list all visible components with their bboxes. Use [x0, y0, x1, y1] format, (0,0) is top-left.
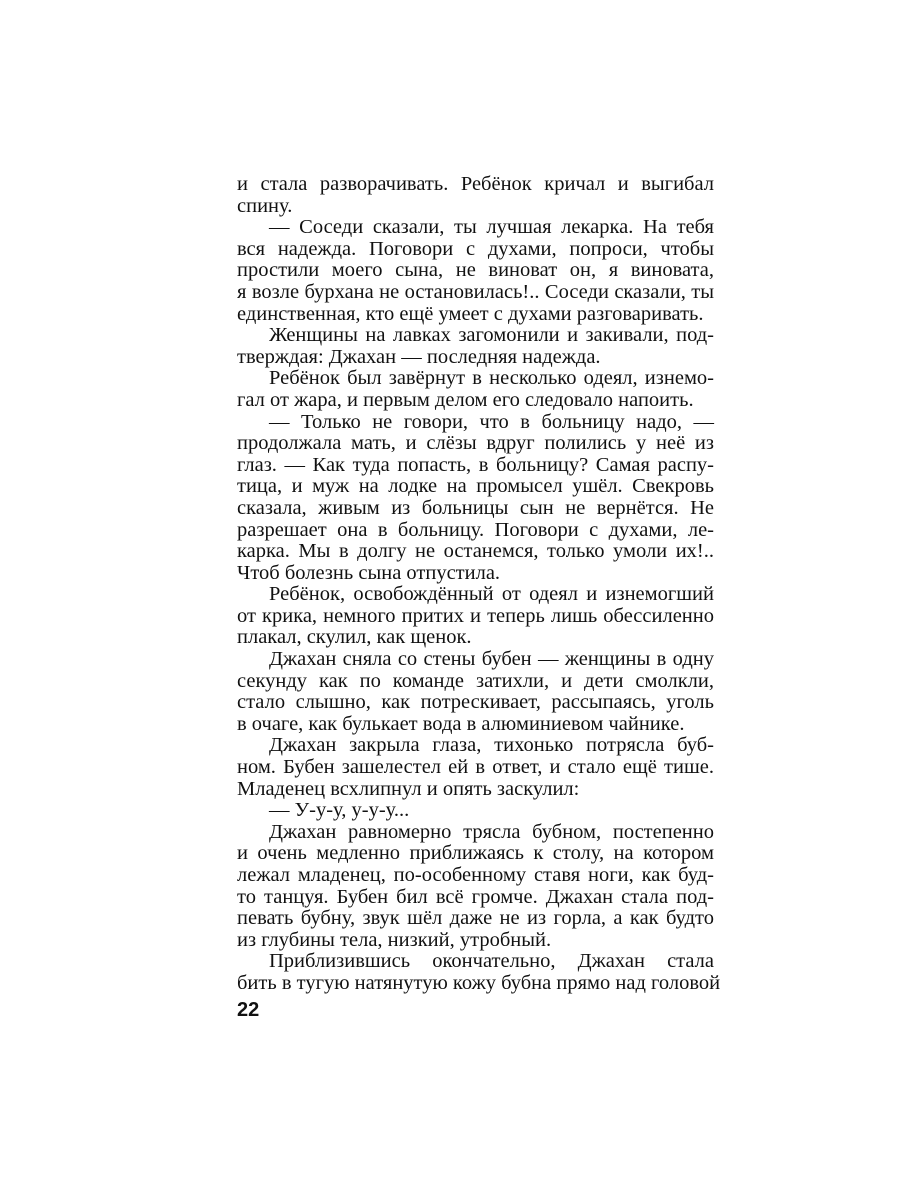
text-line: Ребёнок был завёрнут в несколько одеял, изнемо- — [269, 367, 714, 390]
text-line: от крика, немного притих и теперь лишь обессиленно — [237, 604, 714, 627]
text-line: и стала разворачивать. Ребёнок кричал и выгибал — [237, 173, 714, 195]
text-line: бить в тугую натянутую кожу бубна прямо над головой — [237, 971, 721, 994]
text-line: сказала, живым из больницы сын не вернётся. Не — [237, 496, 714, 519]
text-line: — У-у-у, у-у-у... — [269, 799, 410, 822]
text-line: глаз. — Как туда попасть, в больницу? Самая распу- — [237, 453, 714, 476]
text-line: разрешает она в больницу. Поговори с духами, ле- — [237, 518, 714, 541]
text-line: продолжала мать, и слёзы вдруг полились у неё из — [237, 432, 714, 455]
text-line: Джахан сняла со стены бубен — женщины в одну — [269, 648, 714, 671]
text-line: Приблизившись окончательно, Джахан стала — [269, 950, 714, 973]
page-number: 22 — [237, 999, 260, 1021]
body-text — [237, 173, 721, 995]
text-line: Чтоб болезнь сына отпустила. — [237, 561, 501, 584]
text-line: секунду как по команде затихли, и дети смолкли, — [237, 669, 714, 692]
text-line: Ребёнок, освобождённый от одеял и изнемогший — [269, 583, 714, 606]
text-line: Джахан равномерно трясла бубном, постепенно — [269, 820, 714, 843]
text-line: вся надежда. Поговори с духами, попроси, чтобы — [237, 237, 714, 260]
text-line: карка. Мы в долгу не останемся, только умоли их!.. — [237, 540, 714, 563]
text-line: единственная, кто ещё умеет с духами разговаривать. — [237, 302, 704, 325]
text-line: тица, и муж на лодке на промысел ушёл. Свекровь — [237, 475, 714, 498]
text-line: Женщины на лавках загомонили и закивали, под- — [269, 324, 714, 347]
text-line: — Только не говори, что в больницу надо, — — [269, 410, 714, 433]
text-line: в очаге, как булькает вода в алюминиевом чайнике. — [237, 712, 685, 735]
text-line: — Соседи сказали, ты лучшая лекарка. На тебя — [269, 216, 714, 239]
text-line: Джахан закрыла глаза, тихонько потрясла буб- — [269, 734, 714, 757]
text-line: лежал младенец, по-особенному ставя ноги, как буд- — [237, 864, 714, 886]
text-line: из глубины тела, низкий, утробный. — [237, 928, 552, 951]
text-line: певать бубну, звук шёл даже не из горла, а как будто — [237, 907, 714, 930]
text-line: спину. — [237, 194, 293, 217]
text-line: то танцуя. Бубен бил всё громче. Джахан стала под- — [237, 885, 714, 908]
text-line: стало слышно, как потрескивает, рассыпаясь, уголь — [237, 691, 714, 714]
text-line: гал от жара, и первым делом его следовало напоить. — [237, 388, 694, 411]
text-line: тверждая: Джахан — последняя надежда. — [237, 345, 601, 368]
text-line: Младенец всхлипнул и опять заскулил: — [237, 777, 580, 800]
text-line: и очень медленно приближаясь к столу, на котором — [237, 842, 714, 865]
text-line: я возле бурхана не остановилась!.. Соседи сказали, ты — [237, 280, 714, 303]
text-line: ном. Бубен зашелестел ей в ответ, и стало ещё тише. — [237, 756, 714, 779]
text-line: простили моего сына, не виноват он, я виновата, — [237, 259, 714, 282]
text-line: плакал, скулил, как щенок. — [237, 626, 472, 649]
